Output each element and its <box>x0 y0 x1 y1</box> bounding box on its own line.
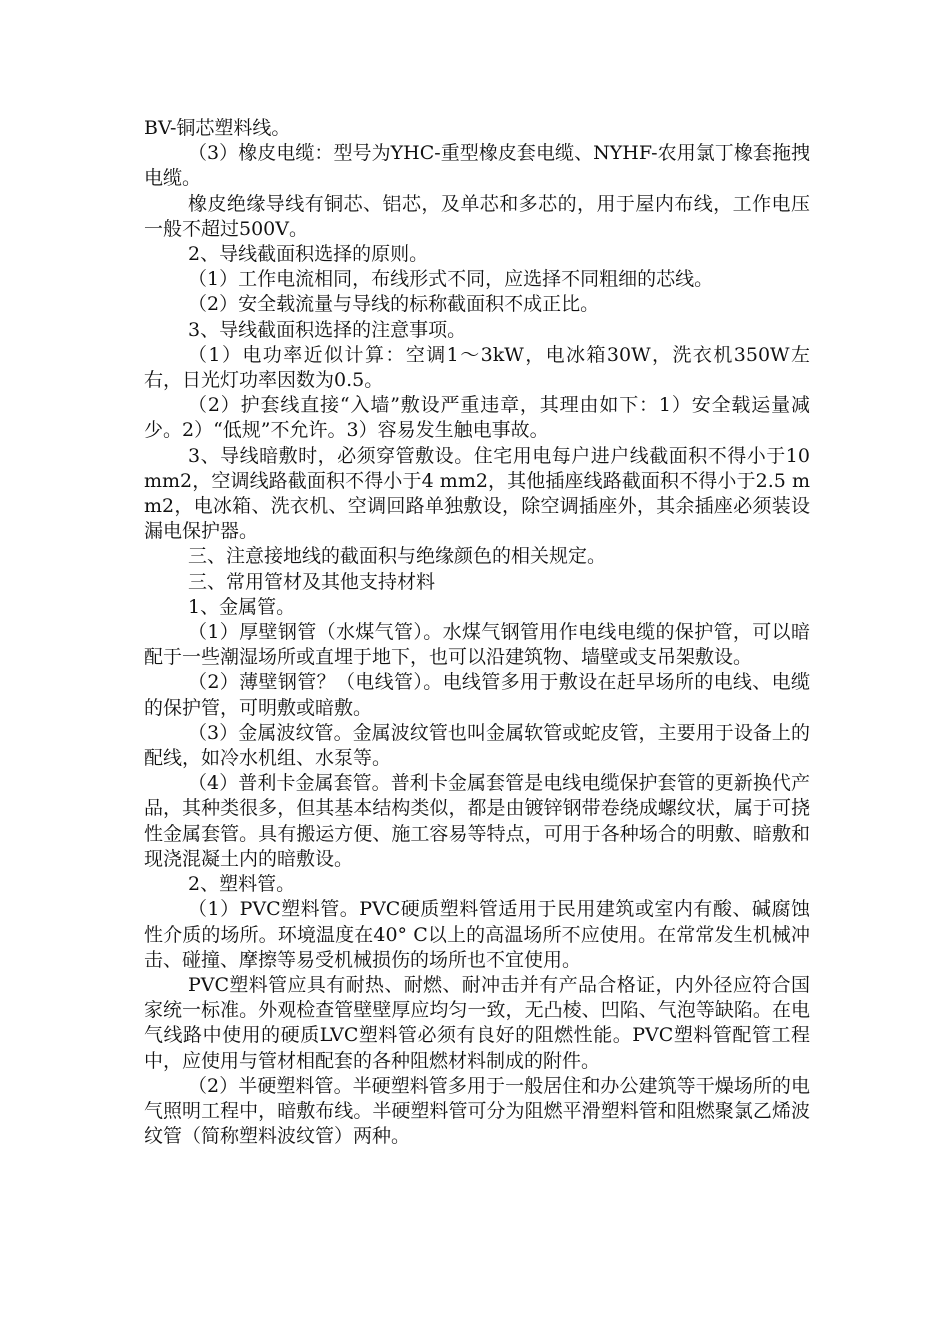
section-heading: 3、导线截面积选择的注意事项。 <box>188 318 467 341</box>
list-item: （2）安全载流量与导线的标称截面积不成正比。 <box>188 293 600 316</box>
list-item: （2）护套线直接“入墙”敷设严重违章，其理由如下：1）安全载运量减少。2）“低规”不允许。3）容易发生触电事故。 <box>144 394 810 442</box>
list-item: （1）工作电流相同，布线形式不同，应选择不同粗细的芯线。 <box>188 268 714 291</box>
list-item: （4）普利卡金属套管。普利卡金属套管是电线电缆保护套管的更新换代产品，其种类很多，但其基本结构类似，都是由镀锌钢带卷绕成螺纹状，属于可挠性金属套管。具有搬运方便、施工容易等特点，可用于各种场合的明敷、暗敷和现浇混凝土内的暗敷设。 <box>144 772 810 870</box>
list-item: （3）金属波纹管。金属波纹管也叫金属软管或蛇皮管，主要用于设备上的配线，如冷水机组、水泵等。 <box>144 721 810 770</box>
list-item: （1）厚壁钢管（水煤气管）。水煤气钢管用作电线电缆的保护管，可以暗配于一些潮湿场所或直埋于地下，也可以沿建筑物、墙壁或支吊架敷设。 <box>144 621 810 669</box>
paragraph: PVC塑料管应具有耐热、耐燃、耐冲击并有产品合格证，内外径应符合国家统一标准。外观检查管壁壁厚应均匀一致，无凸棱、凹陷、气泡等缺陷。在电气线路中使用的硬质LVC塑料管必须有良好的阻燃性能。PVC塑料管配管工程中，应使用与管材相配套的各种阻燃材料制成的附件。 <box>144 973 810 1072</box>
paragraph: 橡皮绝缘导线有铜芯、铝芯，及单芯和多芯的，用于屋内布线，工作电压一般不超过500V。 <box>144 192 810 240</box>
section-heading: 2、导线截面积选择的原则。 <box>188 243 429 266</box>
list-item: （2）薄壁钢管？（电线管）。电线管多用于敷设在赶早场所的电线、电缆的保护管，可明敷或暗敷。 <box>144 671 810 719</box>
section-heading: 三、注意接地线的截面积与绝缘颜色的相关规定。 <box>188 545 607 568</box>
paragraph: （3）橡皮电缆：型号为YHC-重型橡皮套电缆、NYHF-农用氯丁橡套拖拽电缆。 <box>144 142 810 190</box>
section-heading: 2、塑料管。 <box>188 873 296 896</box>
paragraph: BV-铜芯塑料线。 <box>144 117 291 139</box>
list-item: （2）半硬塑料管。半硬塑料管多用于一般居住和办公建筑等干燥场所的电气照明工程中，暗敷布线。半硬塑料管可分为阻燃平滑塑料管和阻燃聚氯乙烯波纹管（简称塑料波纹管）两种。 <box>144 1074 810 1148</box>
section-heading: 1、金属管。 <box>188 595 296 618</box>
paragraph: 3、导线暗敷时，必须穿管敷设。住宅用电每户进户线截面积不得小于10mm2，空调线路截面积不得小于4 mm2，其他插座线路截面积不得小于2.5 mm2，电冰箱、洗衣机、空调回路单独敷设，除空调插座外，其余插座必须装设漏电保护器。 <box>144 444 810 543</box>
document-body <box>144 116 810 1149</box>
list-item: （1）PVC塑料管。PVC硬质塑料管适用于民用建筑或室内有酸、碱腐蚀性介质的场所。环境温度在40° C以上的高温场所不应使用。在常常发生机械冲击、碰撞、摩擦等易受机械损伤的场所也不宜使用。 <box>144 898 810 971</box>
list-item: （1）电功率近似计算：空调1～3kW，电冰箱30W，洗衣机350W左右，日光灯功率因数为0.5。 <box>144 343 810 392</box>
section-heading: 三、常用管材及其他支持材料 <box>188 570 436 593</box>
